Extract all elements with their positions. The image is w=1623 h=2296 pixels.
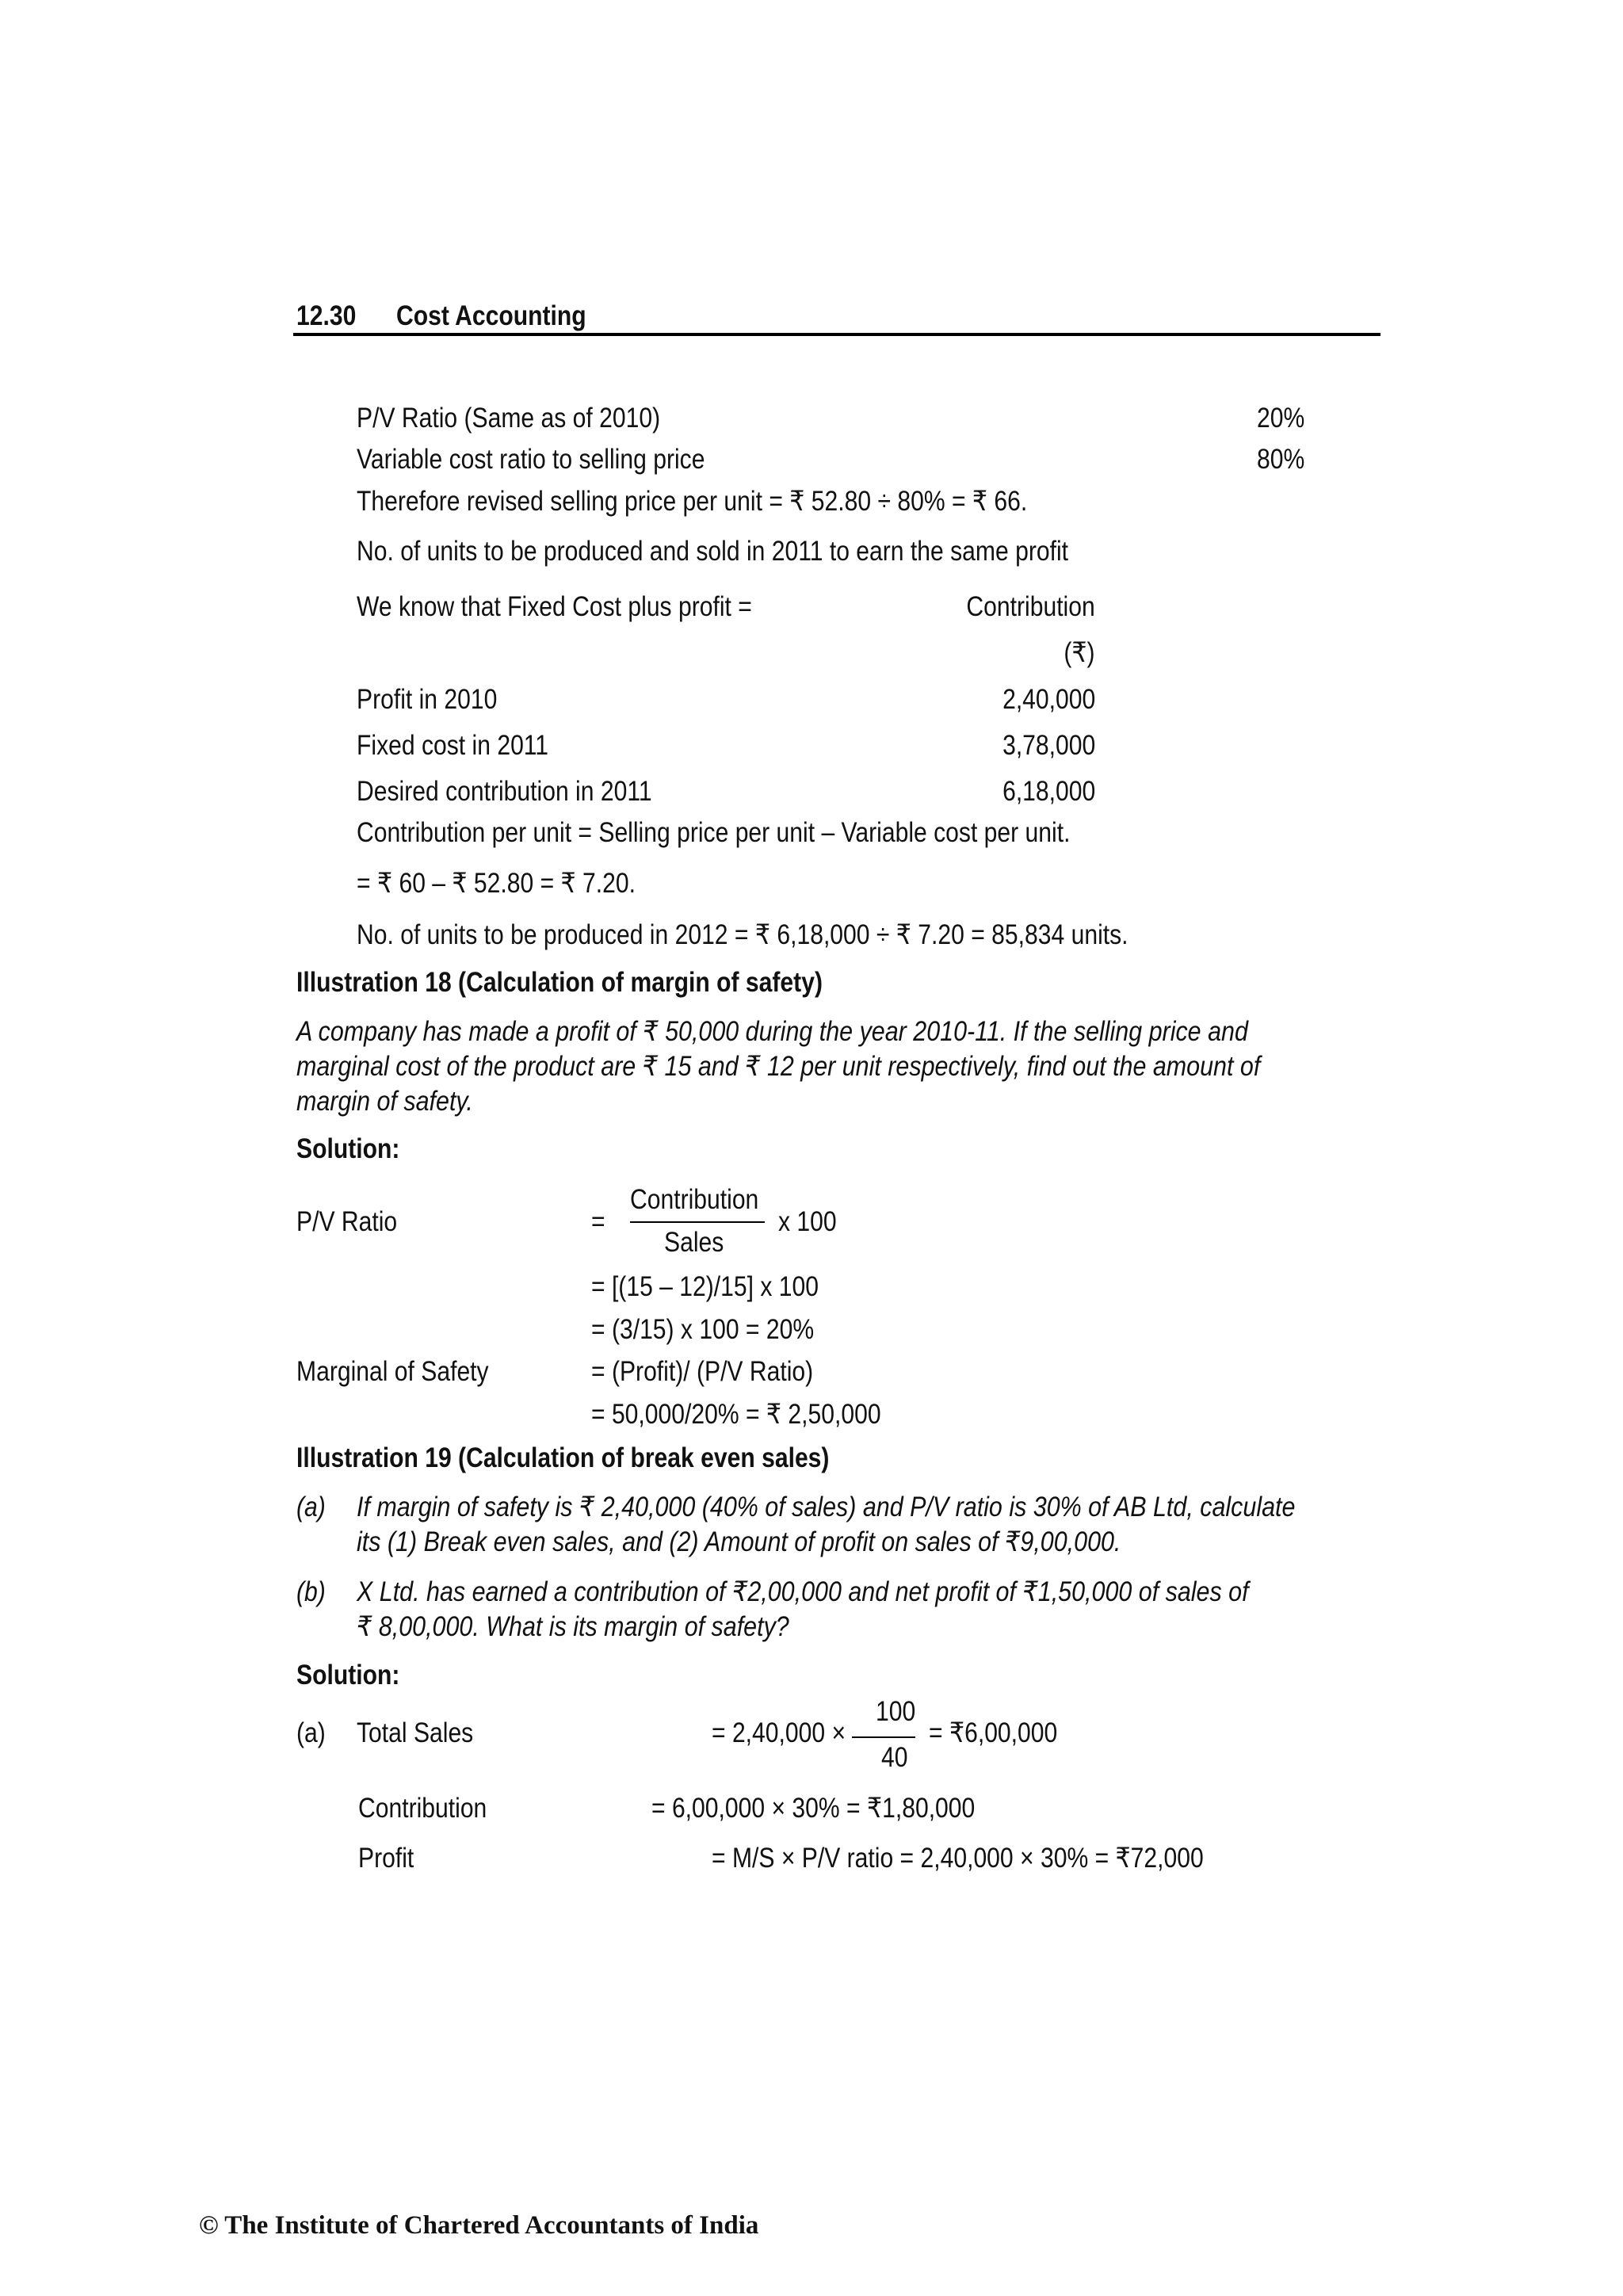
equals-sign: = — [591, 1206, 605, 1237]
contribution-calc: = 6,00,000 × 30% = ₹1,80,000 — [651, 1793, 976, 1824]
pv-ratio-value: 20% — [1257, 403, 1305, 434]
revised-price-line: Therefore revised selling price per unit = ₹ 52.80 ÷ 80% = ₹ 66. — [357, 486, 1028, 517]
part-b-line: ₹ 8,00,000. What is its margin of safety? — [357, 1611, 789, 1642]
part-a-line: its (1) Break even sales, and (2) Amount of profit on sales of ₹9,00,000. — [357, 1526, 1121, 1557]
pv-ratio-label: P/V Ratio (Same as of 2010) — [357, 403, 661, 434]
fraction-bar — [852, 1736, 915, 1738]
contribution-header: Contribution — [966, 591, 1095, 622]
contribution-label: Contribution — [358, 1793, 487, 1824]
page-number: 12.30 — [296, 300, 357, 331]
row-label: Profit in 2010 — [357, 684, 498, 715]
total-sales-label: Total Sales — [357, 1717, 474, 1748]
illustration-18-question-line: margin of safety. — [296, 1086, 473, 1117]
currency-header: (₹) — [1064, 637, 1095, 668]
contribution-calc-line: = ₹ 60 – ₹ 52.80 = ₹ 7.20. — [357, 868, 636, 899]
part-b-line: X Ltd. has earned a contribution of ₹2,00,000 and net profit of ₹1,50,000 of sales of — [357, 1576, 1249, 1607]
variable-cost-ratio-label: Variable cost ratio to selling price — [357, 444, 705, 475]
calc-step: = 50,000/20% = ₹ 2,50,000 — [591, 1399, 881, 1430]
part-a-marker: (a) — [296, 1492, 326, 1522]
profit-calc: = M/S × P/V ratio = 2,40,000 × 30% = ₹72,000 — [712, 1843, 1204, 1874]
fraction-bar — [630, 1221, 765, 1223]
header-rule — [293, 333, 1381, 336]
part-b-marker: (b) — [296, 1576, 326, 1607]
illustration-18-heading: Illustration 18 (Calculation of margin of safety) — [296, 967, 823, 998]
fixed-cost-plus-profit: We know that Fixed Cost plus profit = — [357, 591, 752, 622]
section-title: Cost Accounting — [396, 300, 586, 331]
variable-cost-ratio-value: 80% — [1257, 444, 1305, 475]
row-label: Desired contribution in 2011 — [357, 776, 652, 807]
pv-ratio-formula-label: P/V Ratio — [296, 1206, 398, 1237]
row-label: Fixed cost in 2011 — [357, 730, 549, 761]
solution-a-marker: (a) — [296, 1717, 326, 1748]
fraction-denominator: Sales — [664, 1227, 724, 1258]
footer-copyright: © The Institute of Chartered Accountants of India — [199, 2211, 759, 2240]
fraction-numerator: Contribution — [630, 1184, 759, 1215]
solution-label: Solution: — [296, 1133, 400, 1164]
margin-of-safety-label: Marginal of Safety — [296, 1356, 489, 1387]
calc-step: = (Profit)/ (P/V Ratio) — [591, 1356, 814, 1387]
illustration-18-question-line: marginal cost of the product are ₹ 15 and ₹ 12 per unit respectively, find out the amount of — [296, 1051, 1261, 1082]
fraction-numerator: 100 — [876, 1696, 916, 1727]
calc-step: = [(15 – 12)/15] x 100 — [591, 1271, 819, 1302]
times-100: x 100 — [778, 1206, 837, 1237]
row-value: 6,18,000 — [1002, 776, 1095, 807]
units-2012-line: No. of units to be produced in 2012 = ₹ 6,18,000 ÷ ₹ 7.20 = 85,834 units. — [357, 919, 1128, 950]
units-line: No. of units to be produced and sold in 2011 to earn the same profit — [357, 536, 1069, 567]
total-sales-result: = ₹6,00,000 — [929, 1717, 1058, 1748]
illustration-19-heading: Illustration 19 (Calculation of break even sales) — [296, 1442, 830, 1473]
illustration-18-question-line: A company has made a profit of ₹ 50,000 during the year 2010-11. If the selling price and — [296, 1016, 1248, 1047]
total-sales-prefix: = 2,40,000 × — [712, 1717, 846, 1748]
part-a-line: If margin of safety is ₹ 2,40,000 (40% of sales) and P/V ratio is 30% of AB Ltd, calculate — [357, 1492, 1296, 1522]
profit-label: Profit — [358, 1843, 414, 1874]
row-value: 3,78,000 — [1002, 730, 1095, 761]
contribution-per-unit-line: Contribution per unit = Selling price per unit – Variable cost per unit. — [357, 817, 1071, 848]
row-value: 2,40,000 — [1002, 684, 1095, 715]
calc-step: = (3/15) x 100 = 20% — [591, 1314, 815, 1345]
solution-label: Solution: — [296, 1660, 400, 1690]
fraction-denominator: 40 — [881, 1742, 908, 1773]
